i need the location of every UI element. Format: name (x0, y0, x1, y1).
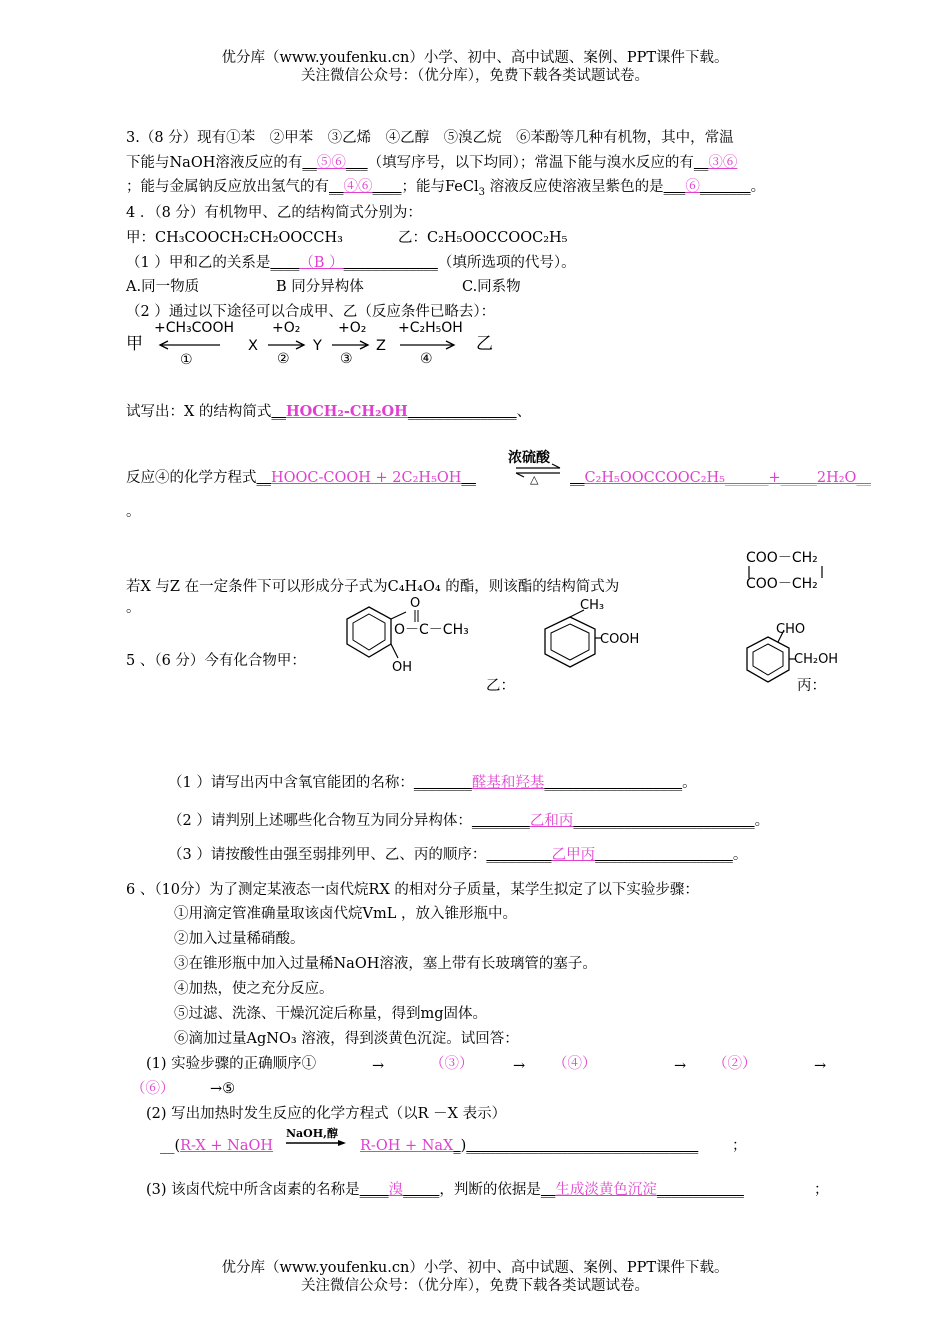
q5-part1-q: （1 ）请写出丙中含氧官能团的名称： (168, 775, 414, 791)
q5-bing-label: 丙： (797, 678, 826, 694)
q3-text-c: ；能与金属钠反应放出氢气的有 (126, 179, 329, 195)
q6-part3-answer-2: 生成淡黄色沉淀 (555, 1182, 657, 1198)
q4-rxn-plus: + (768, 470, 781, 486)
q5-part3-answer: 乙甲丙 (551, 847, 596, 863)
q6-eq-condition: NaOH,醇 (286, 1127, 338, 1140)
q3-answer-3: ④⑥ (343, 179, 373, 195)
q3-line-3: ；能与金属钠反应放出氢气的有__④⑥____；能与FeCl$_3$ 溶液反应使溶液呈紫色的是___⑥_______。 (126, 179, 766, 198)
q4-rxn-right: __C₂H₅OOCCOOC₂H₅______+_____2H₂O__ (570, 470, 871, 486)
q5-part2-end: 。 (754, 813, 770, 829)
q5-part3-end: 。 (732, 847, 748, 863)
q5-part1-answer: 醛基和羟基 (471, 775, 545, 791)
q4-x-end: 、 (516, 404, 532, 420)
q6-step-1: ①用滴定管准确量取该卤代烷VmL ，放入锥形瓶中。 (174, 906, 517, 922)
q3-line-1: 3.（8 分）现有①苯 ②甲苯 ③乙烯 ④乙醇 ⑤溴乙烷 ⑥苯酚等几种有机物，其中，常温 (126, 130, 734, 146)
q4-part1-answer: （B ） (299, 255, 344, 271)
q4-part1-hint: （填所选项的代号）。 (437, 255, 576, 271)
q6-part3-answer-1: 溴 (388, 1182, 404, 1198)
q6-part3-mid: ，判断的依据是 (439, 1182, 541, 1198)
q6-part1-q: (1) 实验步骤的正确顺序① (146, 1056, 317, 1072)
q6-arrow-1: → (372, 1058, 385, 1074)
q6-part2-right: R-OH + NaX_)________________________________ (360, 1138, 699, 1154)
q4-jia-formula: 甲：CH₃COOCH₂CH₂OOCCH₃ (126, 230, 343, 246)
q4-option-a: A.同一物质 (126, 279, 200, 295)
scheme-z: Z (376, 338, 386, 354)
jia-ester-group: O－C－CH₃ (394, 622, 469, 638)
q3-answer-1: ⑤⑥ (316, 155, 346, 171)
q4-rxn-line: 反应④的化学方程式__HOOC-COOH + 2C₂H₅OH__ (126, 470, 476, 486)
footer-line-1: 优分库（www.youfenku.cn）小学、初中、高中试题、案例、PPT课件下载。 (221, 1260, 729, 1276)
q6-part2-end: ； (732, 1138, 747, 1154)
scheme-reagent-4: +C₂H₅OH (398, 320, 463, 336)
q3-text-d: ；能与FeCl (401, 179, 479, 195)
q5-part1-end: 。 (682, 775, 697, 791)
q5-part2: （2 ）请判别上述哪些化合物互为同分异构体：________乙和丙_________________________。 (168, 813, 770, 829)
q5-part3-q: （3 ）请按酸性由强至弱排列甲、乙、丙的顺序： (168, 847, 487, 863)
scheme-end: 乙 (476, 334, 493, 354)
q6-part2-equation (160, 1136, 273, 1156)
q3-text-b: （填写序号，以下均同）；常温下能与溴水反应的有 (367, 155, 694, 171)
scheme-x: X (248, 338, 258, 354)
footer-line-2: 关注微信公众号：（优分库），免费下载各类试题试卷。 (301, 1278, 649, 1294)
q6-arrow-2: → (513, 1058, 526, 1074)
q4-rxn-product-1: C₂H₅OOCCOOC₂H₅ (584, 470, 725, 486)
q5-yi-label: 乙： (486, 678, 515, 694)
q5-part2-answer: 乙和丙 (529, 813, 574, 829)
q6-order-3: （②） (713, 1056, 757, 1072)
q3-sub: 3 (478, 186, 485, 198)
q6-eq-right: R-OH + NaX (360, 1138, 454, 1154)
q6-arrow-3: → (674, 1058, 687, 1074)
q6-part3-end: ； (814, 1182, 829, 1198)
q4-option-c: C.同系物 (462, 279, 521, 295)
q3-answer-4: ⑥ (685, 179, 700, 195)
yi-carboxyl: COOH (600, 632, 640, 647)
q6-step-5: ⑤过滤、洗涤、干燥沉淀后称量，得到mg固体。 (174, 1006, 488, 1022)
jia-hydroxyl: OH (392, 660, 413, 675)
q4-part1: （1 ）甲和乙的关系是____（B ）_____________（填所选项的代号）。 (126, 255, 576, 271)
q6-order-2: （④） (553, 1056, 597, 1072)
q4-ester-question: 若X 与Z 在一定条件下可以形成分子式为C₄H₄O₄ 的酯，则该酯的结构简式为 (126, 579, 620, 595)
q5-part3: （3 ）请按酸性由强至弱排列甲、乙、丙的顺序：_________乙甲丙___________________。 (168, 847, 748, 863)
q3-text-e: 溶液反应使溶液呈紫色的是 (484, 179, 664, 195)
q6-order-1: （③） (430, 1056, 474, 1072)
ester-ring-bonds (746, 565, 836, 579)
scheme-start: 甲 (126, 334, 143, 354)
yi-methyl: CH₃ (580, 598, 605, 613)
q6-step-3: ③在锥形瓶中加入过量稀NaOH溶液，塞上带有长玻璃管的塞子。 (174, 956, 597, 972)
q4-rxn-equilibrium-arrow (516, 466, 562, 476)
q5-part1: （1 ）请写出丙中含氧官能团的名称：________醛基和羟基___________________。 (168, 775, 697, 791)
q6-part3-q: (3) 该卤代烷中所含卤素的名称是 (146, 1182, 360, 1198)
q4-x-question: 试写出：X 的结构简式 (126, 404, 272, 420)
q6-arrow-4: → (814, 1058, 827, 1074)
q4-rxn-period: 。 (126, 504, 141, 520)
q6-order-end: →⑤ (210, 1081, 236, 1097)
q4-title: 4 ．（8 分）有机物甲、乙的结构简式分别为： (126, 205, 422, 221)
ester-top-row: COO－CH₂ (746, 550, 818, 566)
scheme-arrow-1 (158, 340, 222, 350)
scheme-step-4: ④ (420, 351, 433, 367)
q4-rxn-heat: △ (530, 473, 539, 486)
q6-eq-arrow (286, 1138, 348, 1148)
q6-eq-open: __( (160, 1138, 181, 1154)
scheme-reagent-1: +CH₃COOH (154, 320, 234, 336)
q6-eq-left: R-X + NaOH (180, 1138, 274, 1154)
q6-step-4: ④加热，使之充分反应。 (174, 981, 334, 997)
bing-aldehyde: CHO (776, 622, 806, 637)
q3-end: 。 (750, 179, 766, 195)
q4-rxn-question: 反应④的化学方程式 (126, 470, 257, 486)
q6-part3: (3) 该卤代烷中所含卤素的名称是____溴_____，判断的依据是__生成淡黄色沉淀____________ (146, 1182, 744, 1198)
q4-rxn-condition: 浓硫酸 (508, 450, 550, 466)
q4-x-line: 试写出：X 的结构简式__HOCH₂-CH₂OH_______________、 (126, 403, 532, 420)
q4-yi-formula: 乙：C₂H₅OOCCOOC₂H₅ (398, 230, 568, 246)
ester-bottom-row: COO－CH₂ (746, 576, 818, 592)
bing-hydroxymethyl: CH₂OH (794, 652, 839, 667)
scheme-step-2: ② (277, 351, 290, 367)
q4-rxn-product-2: 2H₂O (816, 470, 857, 486)
scheme-step-1: ① (180, 352, 193, 368)
scheme-reagent-3: +O₂ (338, 320, 367, 336)
q3-answer-2: ③⑥ (708, 155, 738, 171)
q6-step-2: ②加入过量稀硝酸。 (174, 931, 305, 947)
q4-x-answer: HOCH₂-CH₂OH (285, 403, 408, 420)
q4-part2: （2 ）通过以下途径可以合成甲、乙（反应条件已略去）： (126, 304, 496, 320)
jia-carbonyl-o: O (410, 596, 421, 611)
scheme-step-3: ③ (340, 351, 353, 367)
q5-title: 5 、（6 分）今有化合物甲： (126, 653, 306, 669)
q4-ester-period: 。 (126, 600, 141, 616)
q6-step-6: ⑥滴加过量AgNO₃ 溶液，得到淡黄色沉淀。试回答： (174, 1031, 519, 1047)
header-line-1: 优分库（www.youfenku.cn）小学、初中、高中试题、案例、PPT课件下载。 (221, 50, 729, 66)
q4-rxn-left: HOOC-COOH + 2C₂H₅OH (271, 470, 462, 486)
scheme-reagent-2: +O₂ (272, 320, 301, 336)
scheme-y: Y (313, 338, 322, 354)
q4-option-b: B 同分异构体 (276, 279, 364, 295)
q6-order-4: （⑥） (131, 1081, 175, 1097)
q6-part2-q: (2) 写出加热时发生反应的化学方程式（以R －X 表示） (146, 1106, 507, 1122)
q3-line-2: 下能与NaOH溶液反应的有__⑤⑥___（填写序号，以下均同）；常温下能与溴水反应的有__③⑥ (126, 155, 738, 171)
q4-part1-q: （1 ）甲和乙的关系是 (126, 255, 271, 271)
q5-part2-q: （2 ）请判别上述哪些化合物互为同分异构体： (168, 813, 472, 829)
q6-eq-close: ) (460, 1138, 467, 1154)
q6-title: 6 、（10分）为了测定某液态一卤代烷RX 的相对分子质量，某学生拟定了以下实验步骤： (126, 882, 699, 898)
header-line-2: 关注微信公众号：（优分库），免费下载各类试题试卷。 (301, 68, 649, 84)
q3-text-a: 下能与NaOH溶液反应的有 (126, 155, 303, 171)
